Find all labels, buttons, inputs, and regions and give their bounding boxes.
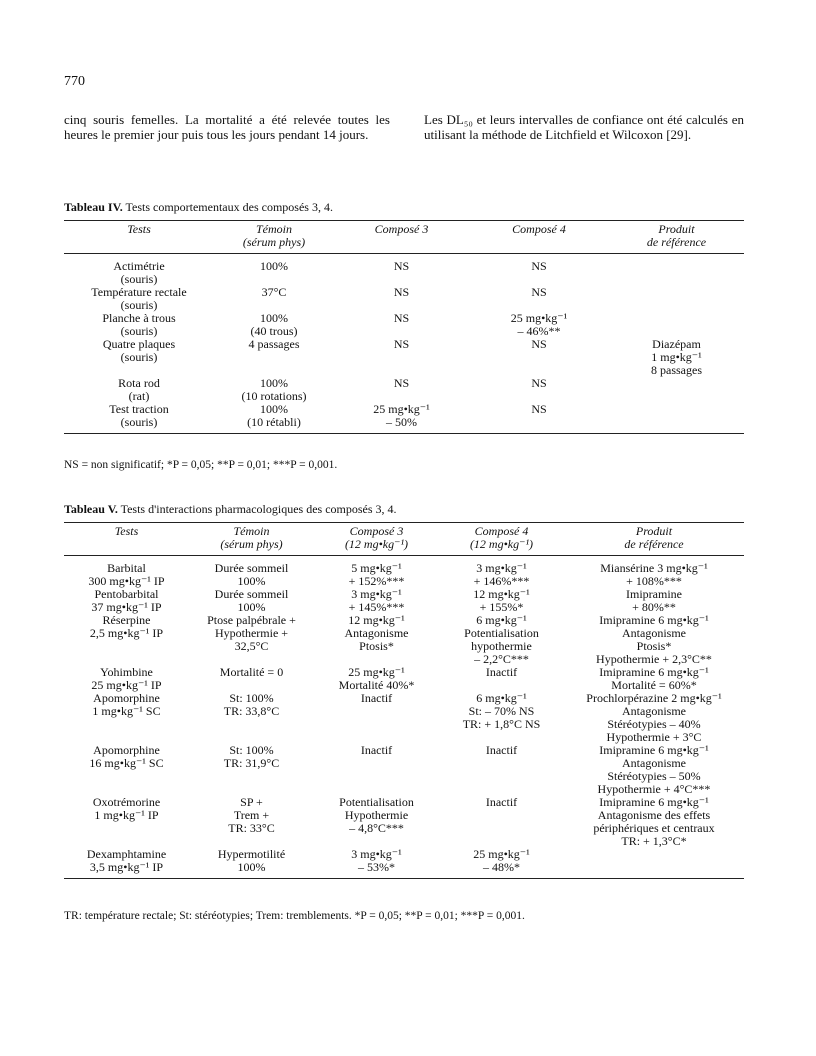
table-row — [64, 744, 744, 796]
table-cell: Prochlorpérazine 2 mg•kg⁻¹ Antagonisme Stéréotypies – 40% Hypothermie + 3°C — [586, 691, 722, 744]
table-cell: Inactif — [485, 795, 518, 809]
table-cell: Température rectale (souris) — [91, 285, 187, 312]
table-cell: Oxotrémorine 1 mg•kg⁻¹ IP — [92, 795, 161, 822]
table-row — [64, 588, 744, 614]
table4-footnote: NS = non significatif; *P = 0,05; **P = 0,01; ***P = 0,001. — [64, 459, 338, 471]
table4-caption — [64, 200, 333, 215]
table-cell: NS — [531, 376, 547, 390]
table-cell: Actimétrie (souris) — [113, 259, 165, 286]
table-row — [64, 377, 744, 403]
table-cell: 37°C — [261, 285, 287, 299]
table-cell: Inactif — [485, 665, 518, 679]
table-cell: 100% (10 rotations) — [241, 376, 307, 403]
table-cell: 12 mg•kg⁻¹ Antagonisme Ptosis* — [344, 613, 409, 653]
table-row — [64, 666, 744, 692]
table-cell: NS — [393, 285, 410, 299]
table-cell: NS — [393, 337, 410, 351]
table-cell: 3 mg•kg⁻¹ – 53%* — [314, 848, 439, 879]
table-cell: Réserpine 2,5 mg•kg⁻¹ IP — [89, 613, 164, 640]
table-cell: 3 mg•kg⁻¹ + 146%*** — [473, 561, 530, 588]
table-cell: 6 mg•kg⁻¹ Potentialisation hypothermie – 2,2°C*** — [464, 613, 539, 666]
table4-caption-text: Tests comportementaux des composés 3, 4. — [125, 200, 333, 214]
table4-header-row — [64, 221, 744, 254]
table-cell: Imipramine 6 mg•kg⁻¹ Mortalité = 60%* — [599, 665, 709, 692]
table-cell: NS — [393, 259, 410, 273]
column-header: Témoin (sérum phys) — [189, 523, 314, 556]
table-cell: Apomorphine 16 mg•kg⁻¹ SC — [89, 743, 164, 770]
table-cell: Hypermotilité 100% — [189, 848, 314, 879]
table-cell: Ptose palpébrale + Hypothermie + 32,5°C — [207, 613, 296, 653]
table5-header-row — [64, 523, 744, 556]
table-cell: Pentobarbital 37 mg•kg⁻¹ IP — [91, 587, 162, 614]
body-text-right-column — [424, 112, 744, 142]
table-cell: Planche à trous (souris) — [102, 311, 176, 338]
table-cell — [609, 286, 744, 312]
table-cell: NS — [531, 337, 547, 351]
table-cell — [609, 254, 744, 287]
table-cell — [609, 377, 744, 403]
table-cell: 100% — [260, 259, 288, 273]
column-header: Témoin (sérum phys) — [214, 221, 334, 254]
table-cell: Mortalité = 0 — [219, 665, 284, 679]
table-row — [64, 338, 744, 377]
table-cell: 3 mg•kg⁻¹ + 145%*** — [348, 587, 405, 614]
table-cell: 6 mg•kg⁻¹ St: – 70% NS TR: + 1,8°C NS — [462, 691, 541, 731]
table-cell: St: 100% TR: 31,9°C — [223, 743, 280, 770]
table-cell: SP + Trem + TR: 33°C — [228, 795, 275, 835]
table-cell: Quatre plaques (souris) — [102, 337, 176, 364]
table-cell: 25 mg•kg⁻¹ – 46%** — [510, 311, 568, 338]
table-cell: 25 mg•kg⁻¹ – 50% — [334, 403, 469, 434]
table-cell: Yohimbine 25 mg•kg⁻¹ IP — [91, 665, 162, 692]
table-cell: 12 mg•kg⁻¹ + 155%* — [473, 587, 530, 614]
table-cell: Inactif — [360, 691, 393, 705]
table5-footnote: TR: température rectale; St: stéréotypies; Trem: tremblements. *P = 0,05; **P = 0,01; ***P = 0,001. — [64, 910, 525, 922]
table-row — [64, 796, 744, 848]
table-cell: Imipramine 6 mg•kg⁻¹ Antagonisme Ptosis* Hypothermie + 2,3°C** — [596, 613, 712, 666]
table-row — [64, 286, 744, 312]
table-cell: Dexamphtamine 3,5 mg•kg⁻¹ IP — [64, 848, 189, 879]
table-cell: 100% (40 trous) — [250, 311, 298, 338]
table-cell: 25 mg•kg⁻¹ – 48%* — [439, 848, 564, 879]
table5 — [64, 522, 744, 879]
table-cell: Miansérine 3 mg•kg⁻¹ + 108%*** — [600, 561, 708, 588]
table-cell: Durée sommeil 100% — [214, 587, 289, 614]
table5-caption — [64, 502, 397, 517]
table-cell: NS — [393, 311, 410, 325]
table-cell: Inactif — [485, 743, 518, 757]
table-cell: 25 mg•kg⁻¹ Mortalité 40%* — [338, 665, 415, 692]
table-cell: NS — [469, 403, 609, 434]
table-cell: Imipramine 6 mg•kg⁻¹ Antagonisme des effets périphériques et centraux TR: + 1,3°C* — [593, 795, 715, 848]
column-header: Produit de référence — [564, 523, 744, 556]
table-cell: Durée sommeil 100% — [214, 561, 289, 588]
table-cell — [609, 403, 744, 434]
table-row — [64, 403, 744, 434]
table-cell — [564, 848, 744, 879]
table-cell: Potentialisation Hypothermie – 4,8°C*** — [339, 795, 414, 835]
body-text-left-column — [64, 112, 390, 142]
table-cell: NS — [393, 376, 410, 390]
table-cell: NS — [531, 285, 547, 299]
table-cell: Imipramine 6 mg•kg⁻¹ Antagonisme Stéréotypies – 50% Hypothermie + 4°C*** — [597, 743, 711, 796]
column-header: Tests — [64, 221, 214, 254]
table-row — [64, 692, 744, 744]
table-cell: Diazépam 1 mg•kg⁻¹ 8 passages — [651, 337, 702, 377]
column-header: Composé 4 — [469, 221, 609, 254]
table-cell: Test traction (souris) — [64, 403, 214, 434]
table4 — [64, 220, 744, 434]
table-cell: 4 passages — [248, 337, 300, 351]
table-row — [64, 312, 744, 338]
table5-caption-text: Tests d'interactions pharmacologiques des composés 3, 4. — [120, 502, 397, 516]
table-row — [64, 556, 744, 589]
column-header: Composé 3 (12 mg•kg⁻¹) — [314, 523, 439, 556]
column-header: Composé 4 (12 mg•kg⁻¹) — [439, 523, 564, 556]
table-row — [64, 254, 744, 287]
paragraph: Les DL₅₀ et leurs intervalles de confiance ont été calculés en utilisant la méthode de Litchfield et Wilcoxon [29]. — [424, 112, 744, 142]
table-cell: Barbital 300 mg•kg⁻¹ IP — [88, 561, 165, 588]
table-cell: 100% (10 rétabli) — [214, 403, 334, 434]
table5-label: Tableau V. — [64, 502, 118, 516]
page-number: 770 — [64, 74, 85, 89]
table-cell: Apomorphine 1 mg•kg⁻¹ SC — [92, 691, 161, 718]
table-cell: NS — [531, 259, 547, 273]
table-row — [64, 614, 744, 666]
column-header: Tests — [64, 523, 189, 556]
table-row — [64, 848, 744, 879]
column-header: Produit de référence — [609, 221, 744, 254]
table-cell: St: 100% TR: 33,8°C — [223, 691, 280, 718]
table-cell: Rota rod (rat) — [118, 376, 160, 403]
table-cell: Inactif — [360, 743, 393, 757]
table-cell — [609, 312, 744, 338]
column-header: Composé 3 — [334, 221, 469, 254]
paragraph: cinq souris femelles. La mortalité a été relevée toutes les heures le premier jour puis tous les jours pendant 14 jours. — [64, 112, 390, 142]
table4-label: Tableau IV. — [64, 200, 123, 214]
table-cell: 5 mg•kg⁻¹ + 152%*** — [348, 561, 405, 588]
table-cell: Imipramine + 80%** — [626, 587, 682, 614]
